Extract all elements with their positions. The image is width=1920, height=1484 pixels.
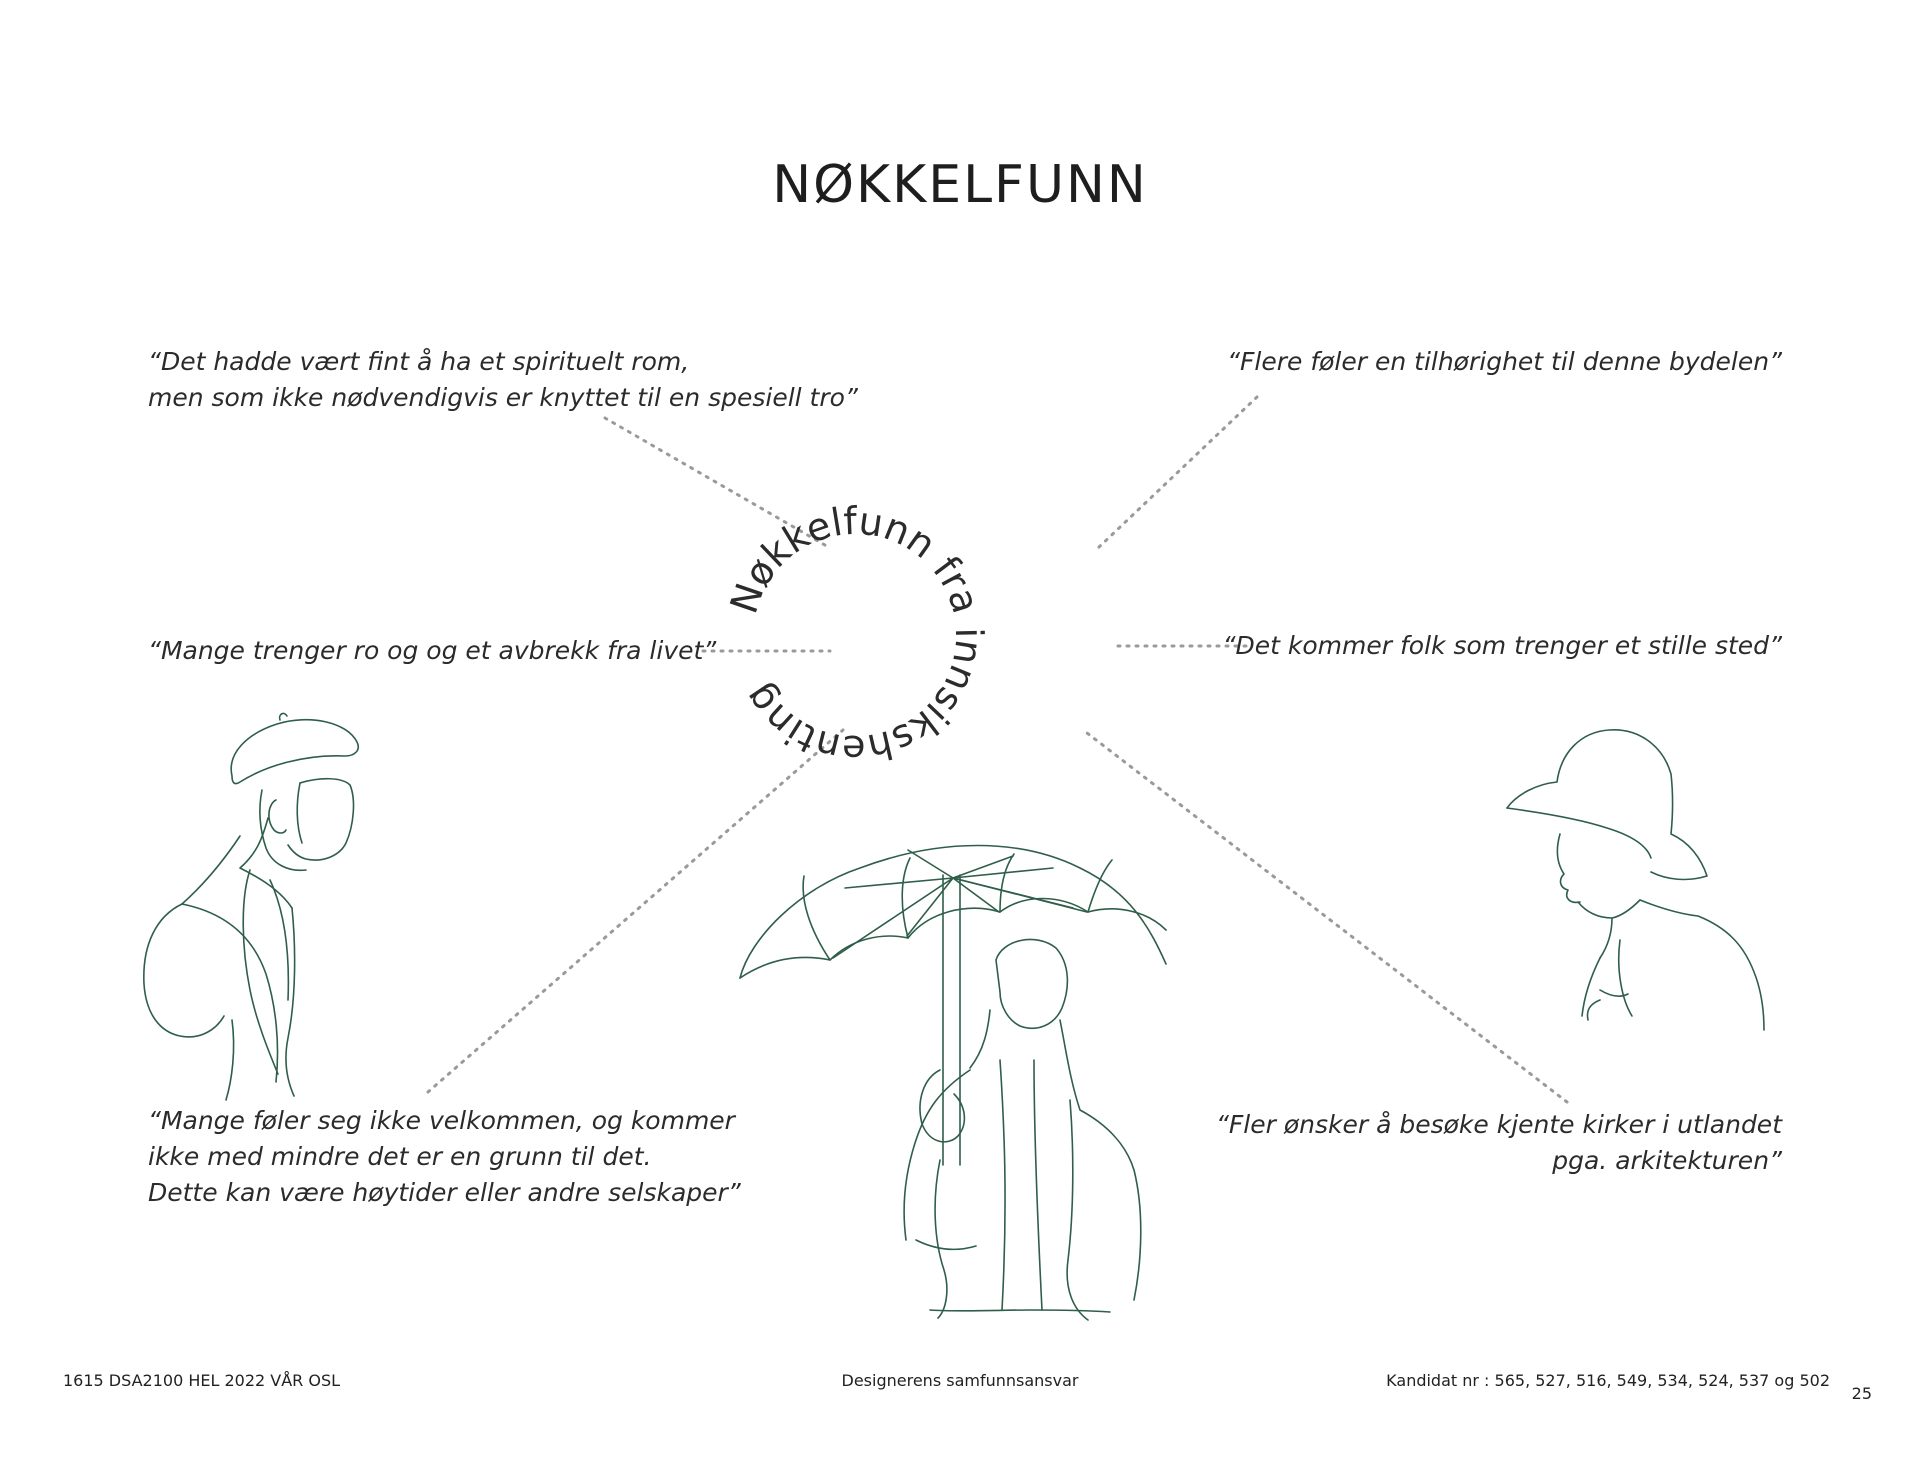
quote-line: Dette kan være høytider eller andre selskaper”: [148, 1178, 741, 1207]
quote-line: ikke med mindre det er en grunn til det.: [148, 1142, 652, 1171]
quote-line: “Mange føler seg ikke velkommen, og kommer: [148, 1106, 735, 1135]
person-umbrella-illustration: [740, 846, 1166, 1321]
person-beret-illustration: [144, 713, 358, 1100]
quote-top-right: [1227, 344, 1782, 380]
footer-subject: Designerens samfunnsansvar: [841, 1371, 1079, 1390]
connector-top-right: [1098, 397, 1257, 548]
quote-line: “Fler ønsker å besøke kjente kirker i utlandet: [1215, 1110, 1782, 1139]
quote-top-left: [148, 344, 858, 416]
circle-caption: Nøkkelfunn fra innsikshenting: [721, 498, 992, 772]
quote-line: “Det kommer folk som trenger et stille sted”: [1222, 631, 1782, 660]
quote-line: “Det hadde vært fint å ha et spirituelt rom,: [148, 347, 690, 376]
quote-mid-left: [148, 633, 716, 669]
footer-course: 1615 DSA2100 HEL 2022 VÅR OSL: [63, 1371, 341, 1390]
dotted-connectors: [428, 397, 1567, 1102]
quote-bottom-left: [148, 1103, 741, 1211]
person-hat-illustration: [1507, 730, 1764, 1030]
connector-bottom-left: [428, 730, 843, 1092]
page-number: 25: [1851, 1384, 1872, 1403]
quote-line: men som ikke nødvendigvis er knyttet til en spesiell tro”: [148, 383, 858, 412]
quote-line: “Mange trenger ro og og et avbrekk fra livet”: [148, 636, 717, 665]
quote-line: pga. arkitekturen”: [1552, 1146, 1782, 1175]
connector-bottom-right: [1087, 733, 1567, 1102]
quote-bottom-right: [1216, 1107, 1782, 1179]
quote-mid-right: [1223, 628, 1782, 664]
page-title: NØKKELFUNN: [772, 155, 1148, 215]
footer-candidates: Kandidat nr : 565, 527, 516, 549, 534, 524, 537 og 502: [1386, 1371, 1830, 1390]
quote-line: “Flere føler en tilhørighet til denne bydelen”: [1227, 347, 1782, 376]
